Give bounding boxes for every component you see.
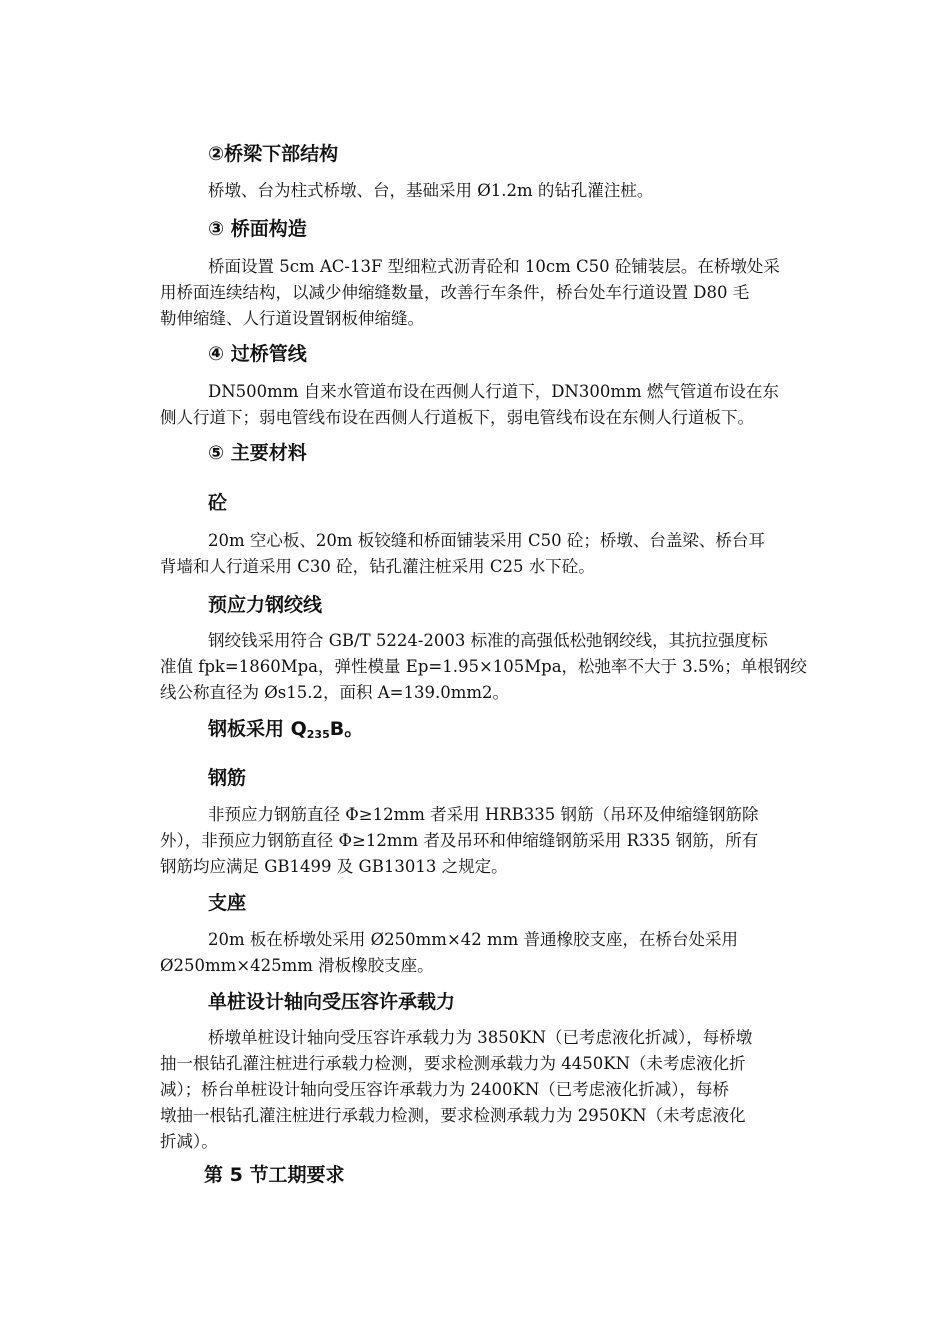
text-line: 勒伸缩缝、人行道设置钢板伸缩缝。: [160, 309, 424, 328]
heading-substructure: ②桥梁下部结构: [208, 143, 339, 165]
text-line: 钢筋均应满足 GB1499 及 GB13013 之规定。: [160, 857, 508, 876]
heading-rebar: 钢筋: [208, 767, 247, 789]
text-line: 墩抽一根钻孔灌注桩进行承载力检测，要求检测承载力为 2950KN（未考虑液化: [160, 1106, 746, 1125]
paragraph-pile-capacity: [160, 1025, 832, 1155]
heading-pipelines: ④ 过桥管线: [208, 343, 307, 365]
heading-steel-plate-part-b: B。: [329, 718, 364, 740]
heading-pile-capacity: 单桩设计轴向受压容许承载力: [208, 991, 456, 1013]
text-line: 折减）。: [160, 1132, 218, 1151]
paragraph-rebar: [160, 802, 832, 880]
text-line: 线公称直径为 Øs15.2，面积 A=139.0mm2。: [160, 683, 509, 702]
text-line: 用桥面连续结构，以减少伸缩缝数量，改善行车条件，桥台处车行道设置 D80 毛: [160, 283, 750, 302]
heading-concrete: 砼: [208, 492, 228, 514]
heading-bearing: 支座: [208, 892, 247, 914]
heading-deck-construction: ③ 桥面构造: [208, 218, 307, 240]
text-line: 准值 fpk=1860Mpa，弹性模量 Ep=1.95×105Mpa，松弛率不大于 3.5%；单根钢绞: [160, 657, 807, 676]
paragraph-substructure: [160, 178, 832, 204]
text-line: 桥面设置 5cm AC-13F 型细粒式沥青砼和 10cm C50 砼铺装层。在桥墩处采: [208, 257, 780, 276]
heading-steel-plate-subscript: 235: [306, 728, 330, 741]
text-line: 抽一根钻孔灌注桩进行承载力检测，要求检测承载力为 4450KN（未考虑液化折: [160, 1054, 746, 1073]
heading-prestressed-strand: 预应力钢绞线: [208, 594, 323, 616]
text-line: 侧人行道下；弱电管线布设在西侧人行道板下，弱电管线布设在东侧人行道板下。: [160, 408, 754, 427]
heading-steel-plate: [208, 717, 363, 747]
heading-section-5-schedule: 第 5 节工期要求: [204, 1164, 345, 1186]
paragraph-bearing: [160, 927, 832, 979]
text-line: 外），非预应力钢筋直径 Φ≥12mm 者及吊环和伸缩缝钢筋采用 R335 钢筋，所有: [160, 831, 759, 850]
paragraph-deck-construction: [160, 254, 832, 332]
text-line: 钢绞钱采用符合 GB/T 5224-2003 标准的高强低松弛钢绞线，其抗拉强度标: [208, 631, 768, 650]
text-line: 桥墩单桩设计轴向受压容许承载力为 3850KN（已考虑液化折减），每桥墩: [208, 1028, 753, 1047]
paragraph-pipelines: [160, 379, 832, 431]
paragraph-prestressed-strand: [160, 628, 832, 706]
text-line: 20m 空心板、20m 板铰缝和桥面铺装采用 C50 砼；桥墩、台盖梁、桥台耳: [208, 531, 765, 550]
text-line: Ø250mm×425mm 滑板橡胶支座。: [160, 956, 434, 975]
text-line: 减）；桥台单桩设计轴向受压容许承载力为 2400KN（已考虑液化折减），每桥: [160, 1080, 730, 1099]
text-line: 背墙和人行道采用 C30 砼，钻孔灌注桩采用 C25 水下砼。: [160, 557, 595, 576]
text-line: 非预应力钢筋直径 Φ≥12mm 者采用 HRB335 钢筋（吊环及伸缩缝钢筋除: [208, 805, 759, 824]
text-line: 20m 板在桥墩处采用 Ø250mm×42 mm 普通橡胶支座，在桥台处采用: [208, 930, 739, 949]
heading-steel-plate-part-a: 钢板采用 Q: [208, 718, 307, 740]
text-line: DN500mm 自来水管道布设在西侧人行道下，DN300mm 燃气管道布设在东: [208, 382, 779, 401]
text-line: 桥墩、台为柱式桥墩、台，基础采用 Ø1.2m 的钻孔灌注桩。: [208, 181, 654, 200]
heading-main-materials: ⑤ 主要材料: [208, 442, 307, 464]
paragraph-concrete: [160, 528, 832, 580]
